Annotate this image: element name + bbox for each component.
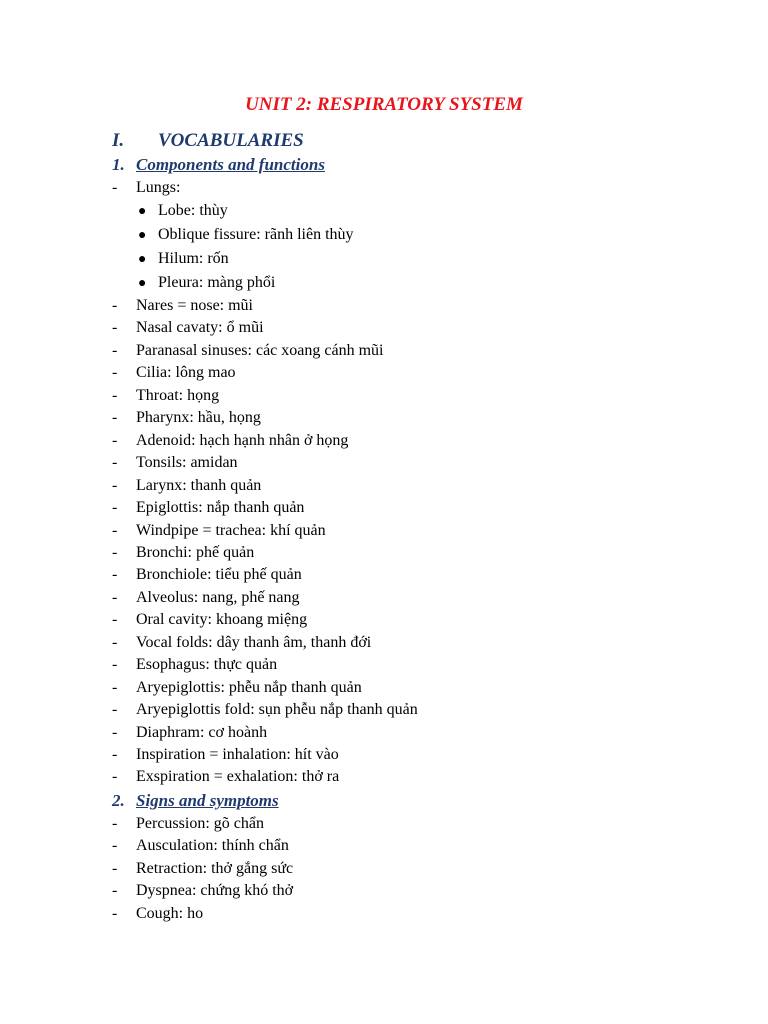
list-item-text: Paranasal sinuses: các xoang cánh mũi <box>136 341 384 359</box>
list-item-text: Cilia: lông mao <box>136 364 236 382</box>
list-item-text: Pharynx: hầu, họng <box>136 409 261 427</box>
list-item-text: Bronchi: phế quản <box>136 543 255 561</box>
list-item <box>112 700 418 720</box>
bullet-item <box>138 225 354 246</box>
subsection-label: Signs and symptoms <box>136 791 279 810</box>
list-item <box>112 836 289 856</box>
list-item-text: Exspiration = exhalation: thở ra <box>136 768 340 786</box>
bullet-icon: ● <box>138 228 147 243</box>
dash-marker: - <box>112 656 118 674</box>
list-item-text: Nasal cavaty: ổ mũi <box>136 319 264 337</box>
dash-marker: - <box>112 837 118 855</box>
list-item <box>112 476 261 496</box>
list-item-text: Inspiration = inhalation: hít vào <box>136 746 339 763</box>
dash-marker: - <box>112 521 118 539</box>
list-item <box>112 678 362 698</box>
list-item-text: Retraction: thở gắng sức <box>136 859 294 877</box>
dash-marker: - <box>112 588 118 606</box>
dash-marker: - <box>112 859 118 877</box>
list-item <box>112 543 254 563</box>
list-item-text: Ausculation: thính chẩn <box>136 837 289 855</box>
dash-marker: - <box>112 566 118 584</box>
subsection-heading-components <box>112 155 325 175</box>
bullet-item <box>138 201 228 222</box>
dash-marker: - <box>112 611 118 629</box>
list-item <box>112 453 238 473</box>
list-item <box>112 565 302 585</box>
bullet-item-text: Hilum: rốn <box>158 250 229 267</box>
list-item-text: Bronchiole: tiểu phế quản <box>136 566 302 584</box>
list-item-text: Nares = nose: mũi <box>136 297 253 314</box>
list-item <box>112 610 307 630</box>
list-item-lungs <box>112 178 180 198</box>
bullet-icon: ● <box>138 204 147 219</box>
list-item <box>112 745 339 765</box>
list-item <box>112 859 293 879</box>
dash-marker: - <box>112 678 118 696</box>
list-item <box>112 814 264 834</box>
dash-marker: - <box>112 815 118 832</box>
dash-marker: - <box>112 179 118 196</box>
list-item-text: Lungs: <box>136 179 181 196</box>
dash-marker: - <box>112 701 118 719</box>
list-item-text: Aryepiglottis fold: sụn phễu nắp thanh quản <box>136 701 418 719</box>
dash-marker: - <box>112 904 118 922</box>
dash-marker: - <box>112 543 118 561</box>
bullet-icon: ● <box>138 276 147 291</box>
subsection-heading-signs <box>112 791 279 811</box>
list-item <box>112 655 277 675</box>
dash-marker: - <box>112 319 118 337</box>
dash-marker: - <box>112 768 118 786</box>
list-item-text: Aryepiglottis: phễu nắp thanh quản <box>136 678 362 696</box>
list-item-text: Windpipe = trachea: khí quản <box>136 521 326 539</box>
list-item <box>112 341 383 361</box>
list-item <box>112 588 300 608</box>
list-item <box>112 881 293 901</box>
list-item-text: Diaphram: cơ hoành <box>136 723 268 741</box>
list-item <box>112 767 339 787</box>
list-item-text: Larynx: thanh quản <box>136 476 262 494</box>
list-item <box>112 723 267 743</box>
dash-marker: - <box>112 341 118 359</box>
list-item-text: Cough: ho <box>136 904 204 922</box>
dash-marker: - <box>112 476 118 494</box>
section-label: VOCABULARIES <box>158 130 304 151</box>
dash-marker: - <box>112 297 118 314</box>
bullet-item <box>138 273 275 294</box>
bullet-item-text: Lobe: thùy <box>158 202 228 219</box>
list-item-text: Epiglottis: nắp thanh quản <box>136 499 305 517</box>
dash-marker: - <box>112 454 118 472</box>
subsection-label: Components and functions <box>136 155 325 174</box>
list-item-text: Tonsils: amidan <box>136 454 238 472</box>
list-item <box>112 408 261 428</box>
dash-marker: - <box>112 723 118 741</box>
list-item <box>112 904 203 924</box>
list-item-text: Alveolus: nang, phế nang <box>136 588 300 606</box>
list-item <box>112 431 348 451</box>
dash-marker: - <box>112 746 118 763</box>
section-heading-vocabularies <box>112 130 304 152</box>
list-item-text: Percussion: gõ chẩn <box>136 815 264 832</box>
list-item-text: Adenoid: hạch hạnh nhân ở họng <box>136 431 349 449</box>
dash-marker: - <box>112 882 118 900</box>
bullet-item-text: Oblique fissure: rãnh liên thùy <box>158 226 354 243</box>
bullet-icon: ● <box>138 252 147 267</box>
list-item <box>112 318 264 338</box>
list-item <box>112 521 326 541</box>
subsection-number: 2. <box>112 791 125 810</box>
list-item <box>112 633 371 653</box>
dash-marker: - <box>112 409 118 427</box>
document-title: UNIT 2: RESPIRATORY SYSTEM <box>245 94 523 115</box>
dash-marker: - <box>112 386 118 404</box>
list-item <box>112 386 219 406</box>
section-number: I. <box>112 130 125 151</box>
list-item <box>112 296 253 316</box>
list-item-text: Vocal folds: dây thanh âm, thanh đới <box>136 633 372 651</box>
dash-marker: - <box>112 364 118 382</box>
subsection-number: 1. <box>112 155 125 174</box>
bullet-item <box>138 249 229 270</box>
list-item-text: Esophagus: thực quản <box>136 656 278 674</box>
list-item-text: Dyspnea: chứng khó thở <box>136 882 294 900</box>
dash-marker: - <box>112 499 118 517</box>
list-item <box>112 363 236 383</box>
list-item-text: Oral cavity: khoang miệng <box>136 611 308 629</box>
dash-marker: - <box>112 633 118 651</box>
list-item-text: Throat: họng <box>136 386 220 404</box>
bullet-item-text: Pleura: màng phổi <box>158 274 276 291</box>
list-item <box>112 498 304 518</box>
dash-marker: - <box>112 431 118 449</box>
